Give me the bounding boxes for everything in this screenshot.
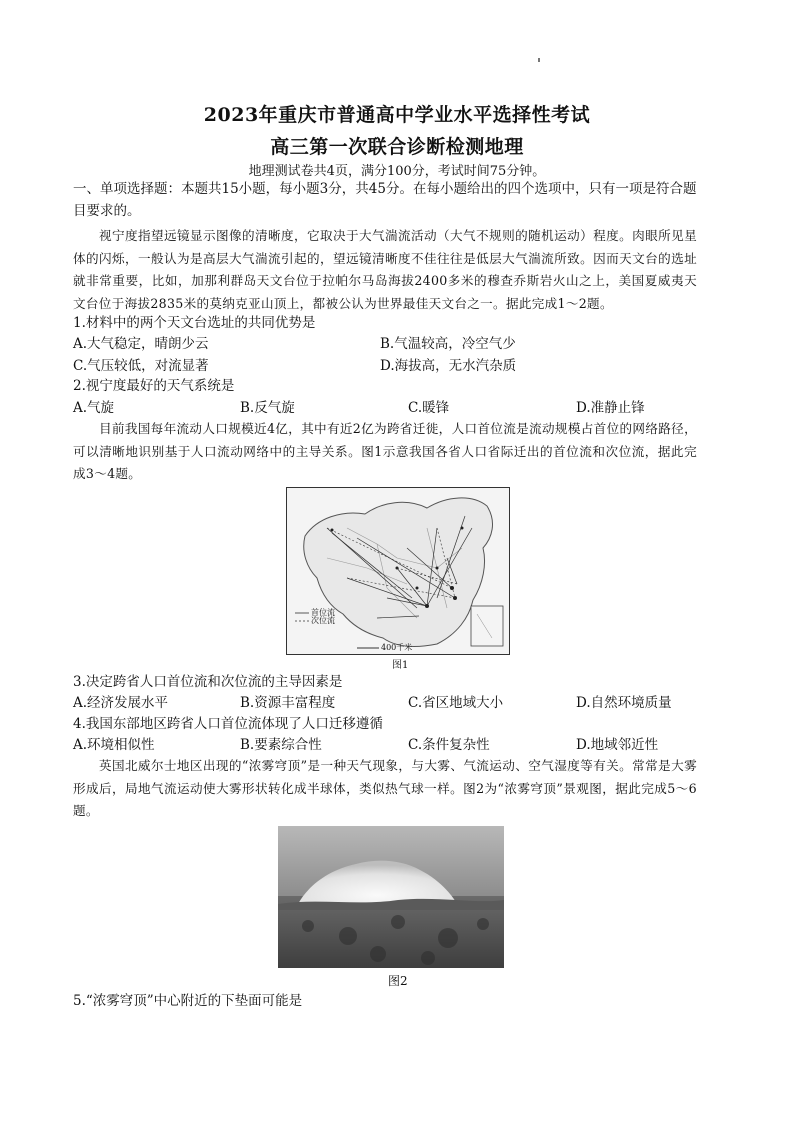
fog-dome-photo-graphic [278,826,504,968]
legend-primary-label: 首位流 [311,608,335,617]
section-intro: 一、单项选择题：本题共15小题，每小题3分，共45分。在每小题给出的四个选项中，只有一项是符合题目要求的。 [73,181,697,219]
figure-2-fog-dome-photo [278,826,504,968]
passage-1: 视宁度指望远镜显示图像的清晰度，它取决于大气湍流活动（大气不规则的随机运动）程度。肉眼所见星体的闪烁，一般认为是高层大气湍流引起的，望远镜清晰度不佳往往是低层大气湍流所致。因而天文台的选址就非常重要，比如，加那利群岛天文台位于拉帕尔马岛海拔2400多米的穆查乔斯岩火山之上，美国夏威夷天文台位于海拔2835米的莫纳克亚山顶上，都被公认为世界最佳天文台之一。据此完成1～2题。 [73,228,697,311]
question-1-option-a: A.大气稳定，晴朗少云 [73,336,209,352]
passage-3: 英国北威尔士地区出现的“浓雾穹顶”是一种天气现象，与大雾、气流运动、空气湿度等有关。常常是大雾形成后，局地气流运动使大雾形状转化成半球体，类似热气球一样。图2为“浓雾穹顶”景观图，据此完成5～6题。 [73,758,697,818]
figure-1-caption: 图1 [392,660,409,671]
question-4-option-d: D.地域邻近性 [576,737,659,753]
china-map-graphic [287,488,509,654]
passage-2: 目前我国每年流动人口规模近4亿，其中有近2亿为跨省迁徙，人口首位流是流动规模占首位的网络路径，可以清晰地识别基于人口流动网络中的主导关系。图1示意我国各省人口省际迁出的首位流和次位流，据此完成3～4题。 [73,421,697,481]
question-4-option-b: B.要素综合性 [240,737,322,753]
question-4-option-c: C.条件复杂性 [408,737,490,753]
question-4-option-a: A.环境相似性 [73,737,155,753]
question-2-option-a: A.气旋 [73,400,115,416]
scan-mark [538,58,540,62]
map-scale-label: 400千米 [381,643,413,652]
question-3-option-c: C.省区地域大小 [408,695,504,711]
question-2-option-b: B.反气旋 [240,400,295,416]
question-1-option-c: C.气压较低，对流显著 [73,358,209,374]
question-2-option-c: C.暖锋 [408,400,450,416]
legend-secondary-label: 次位流 [311,616,335,625]
question-2-option-d: D.准静止锋 [576,400,645,416]
question-4-stem: 4.我国东部地区跨省人口首位流体现了人口迁移遵循 [73,716,383,732]
question-2-stem: 2.视宁度最好的天气系统是 [73,378,235,394]
exam-subtitle: 地理测试卷共4页，满分100分，考试时间75分钟。 [248,164,546,179]
figure-1-migration-map [286,487,510,655]
south-china-sea-inset [471,606,503,646]
question-3-option-a: A.经济发展水平 [73,695,169,711]
exam-title-line1: 2023年重庆市普通高中学业水平选择性考试 [203,104,591,126]
question-3-option-b: B.资源丰富程度 [240,695,336,711]
question-3-option-d: D.自然环境质量 [576,695,672,711]
question-1-stem: 1.材料中的两个天文台选址的共同优势是 [73,315,316,331]
question-5-stem: 5.“浓雾穹顶”中心附近的下垫面可能是 [73,993,303,1009]
question-1-option-d: D.海拔高，无水汽杂质 [380,358,517,374]
exam-title-line2: 高三第一次联合诊断检测地理 [270,136,524,158]
question-1-option-b: B.气温较高，冷空气少 [380,336,516,352]
question-3-stem: 3.决定跨省人口首位流和次位流的主导因素是 [73,674,343,690]
figure-2-caption: 图2 [388,974,408,988]
